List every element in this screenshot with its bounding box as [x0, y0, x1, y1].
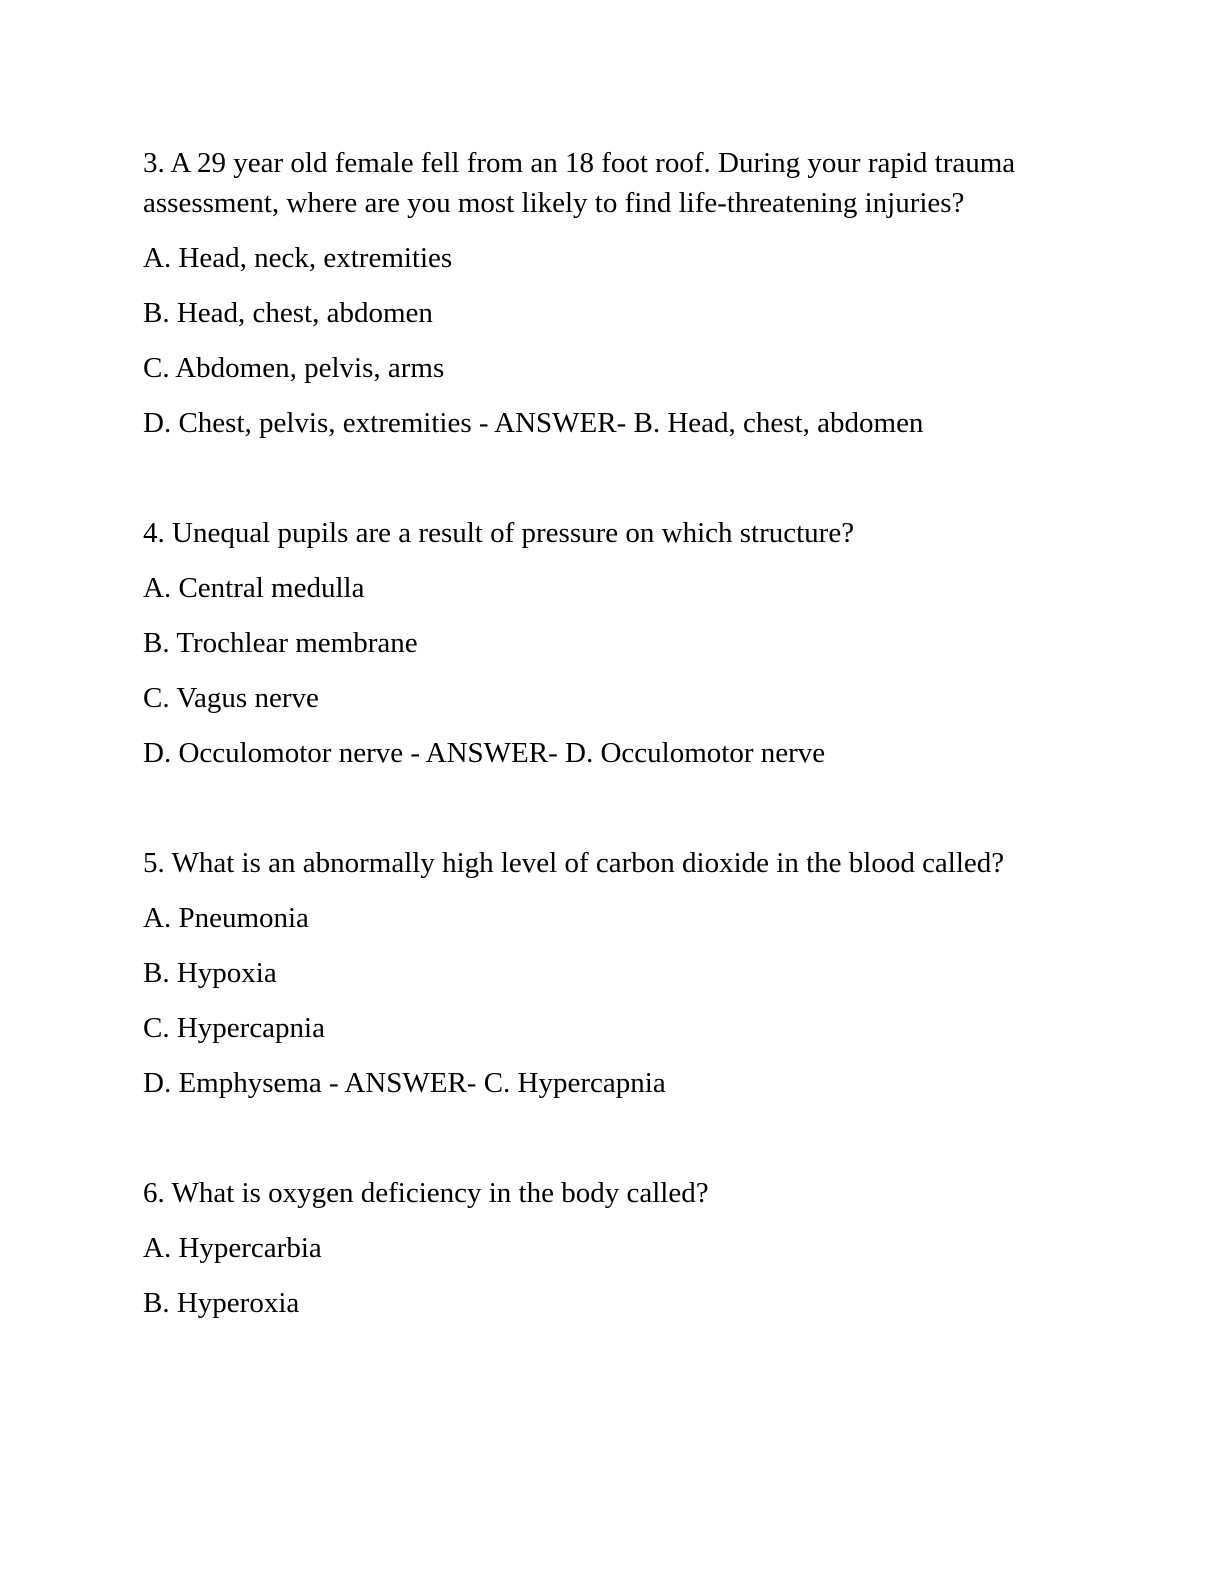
- option-b: B. Hyperoxia: [143, 1287, 300, 1319]
- question-block: [143, 143, 1043, 443]
- question-prompt: 3. A 29 year old female fell from an 18 foot roof. During your rapid trauma assessment, where are you most likely to find life-threatening injuries?: [143, 147, 1016, 219]
- option-b: B. Head, chest, abdomen: [143, 297, 433, 329]
- question-block: [143, 513, 1043, 773]
- option-list: [143, 568, 1043, 773]
- option-list: [143, 1228, 1043, 1323]
- option-c: C. Abdomen, pelvis, arms: [143, 352, 445, 384]
- option-list: [143, 898, 1043, 1103]
- option-c: C. Hypercapnia: [143, 1012, 325, 1044]
- option-b: B. Trochlear membrane: [143, 627, 418, 659]
- question-prompt: 5. What is an abnormally high level of carbon dioxide in the blood called?: [143, 847, 1005, 879]
- option-b: B. Hypoxia: [143, 957, 277, 989]
- option-a: A. Head, neck, extremities: [143, 242, 453, 274]
- question-prompt: 4. Unequal pupils are a result of pressure on which structure?: [143, 517, 855, 549]
- option-a: A. Central medulla: [143, 572, 365, 604]
- option-d-with-answer: D. Occulomotor nerve - ANSWER- D. Occulomotor nerve: [143, 737, 826, 769]
- question-block: [143, 1173, 1043, 1323]
- option-list: [143, 238, 1043, 443]
- option-a: A. Hypercarbia: [143, 1232, 322, 1264]
- option-d-with-answer: D. Chest, pelvis, extremities - ANSWER- B. Head, chest, abdomen: [143, 407, 924, 439]
- option-d-with-answer: D. Emphysema - ANSWER- C. Hypercapnia: [143, 1067, 666, 1099]
- option-a: A. Pneumonia: [143, 902, 309, 934]
- question-block: [143, 843, 1043, 1103]
- question-list: [143, 143, 1043, 1323]
- question-prompt: 6. What is oxygen deficiency in the body called?: [143, 1177, 709, 1209]
- option-c: C. Vagus nerve: [143, 682, 319, 714]
